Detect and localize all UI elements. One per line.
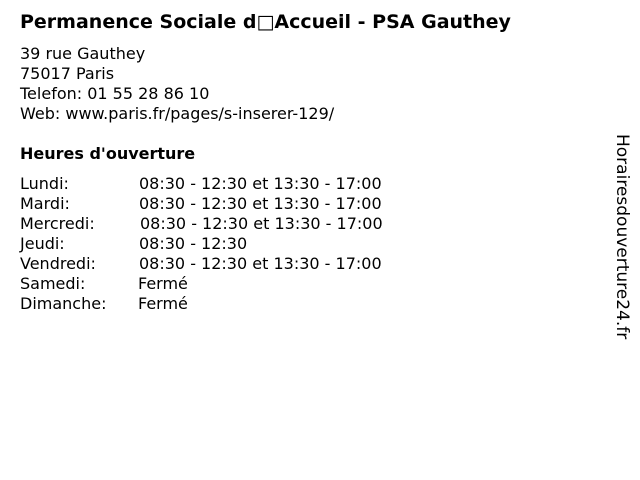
day-label: Dimanche: [20, 294, 107, 313]
time-value: 08:30 - 12:30 et 13:30 - 17:00 [140, 214, 383, 233]
time-value: Fermé [138, 294, 188, 313]
day-label: Mardi: [20, 194, 70, 213]
time-value: 08:30 - 12:30 et 13:30 - 17:00 [139, 174, 382, 193]
street-address: 39 rue Gauthey [20, 44, 146, 63]
page-title: Permanence Sociale d□Accueil - PSA Gauthey [20, 11, 511, 33]
day-label: Lundi: [20, 174, 69, 193]
time-value: Fermé [138, 274, 188, 293]
time-value: 08:30 - 12:30 et 13:30 - 17:00 [139, 254, 382, 273]
time-value: 08:30 - 12:30 [139, 234, 248, 253]
day-label: Vendredi: [20, 254, 96, 273]
day-label: Mercredi: [20, 214, 95, 233]
phone-number: Telefon: 01 55 28 86 10 [20, 84, 210, 103]
opening-hours-heading: Heures d'ouverture [20, 144, 196, 163]
site-brand-vertical [612, 134, 632, 344]
time-value: 08:30 - 12:30 et 13:30 - 17:00 [139, 194, 382, 213]
website-link[interactable]: Web: www.paris.fr/pages/s-inserer-129/ [20, 104, 335, 123]
address-block [20, 44, 334, 124]
day-label: Jeudi: [20, 234, 65, 253]
city-postal-code: 75017 Paris [20, 64, 115, 83]
site-brand-text: Horairesdouverture24.fr [612, 134, 632, 340]
day-label: Samedi: [20, 274, 86, 293]
